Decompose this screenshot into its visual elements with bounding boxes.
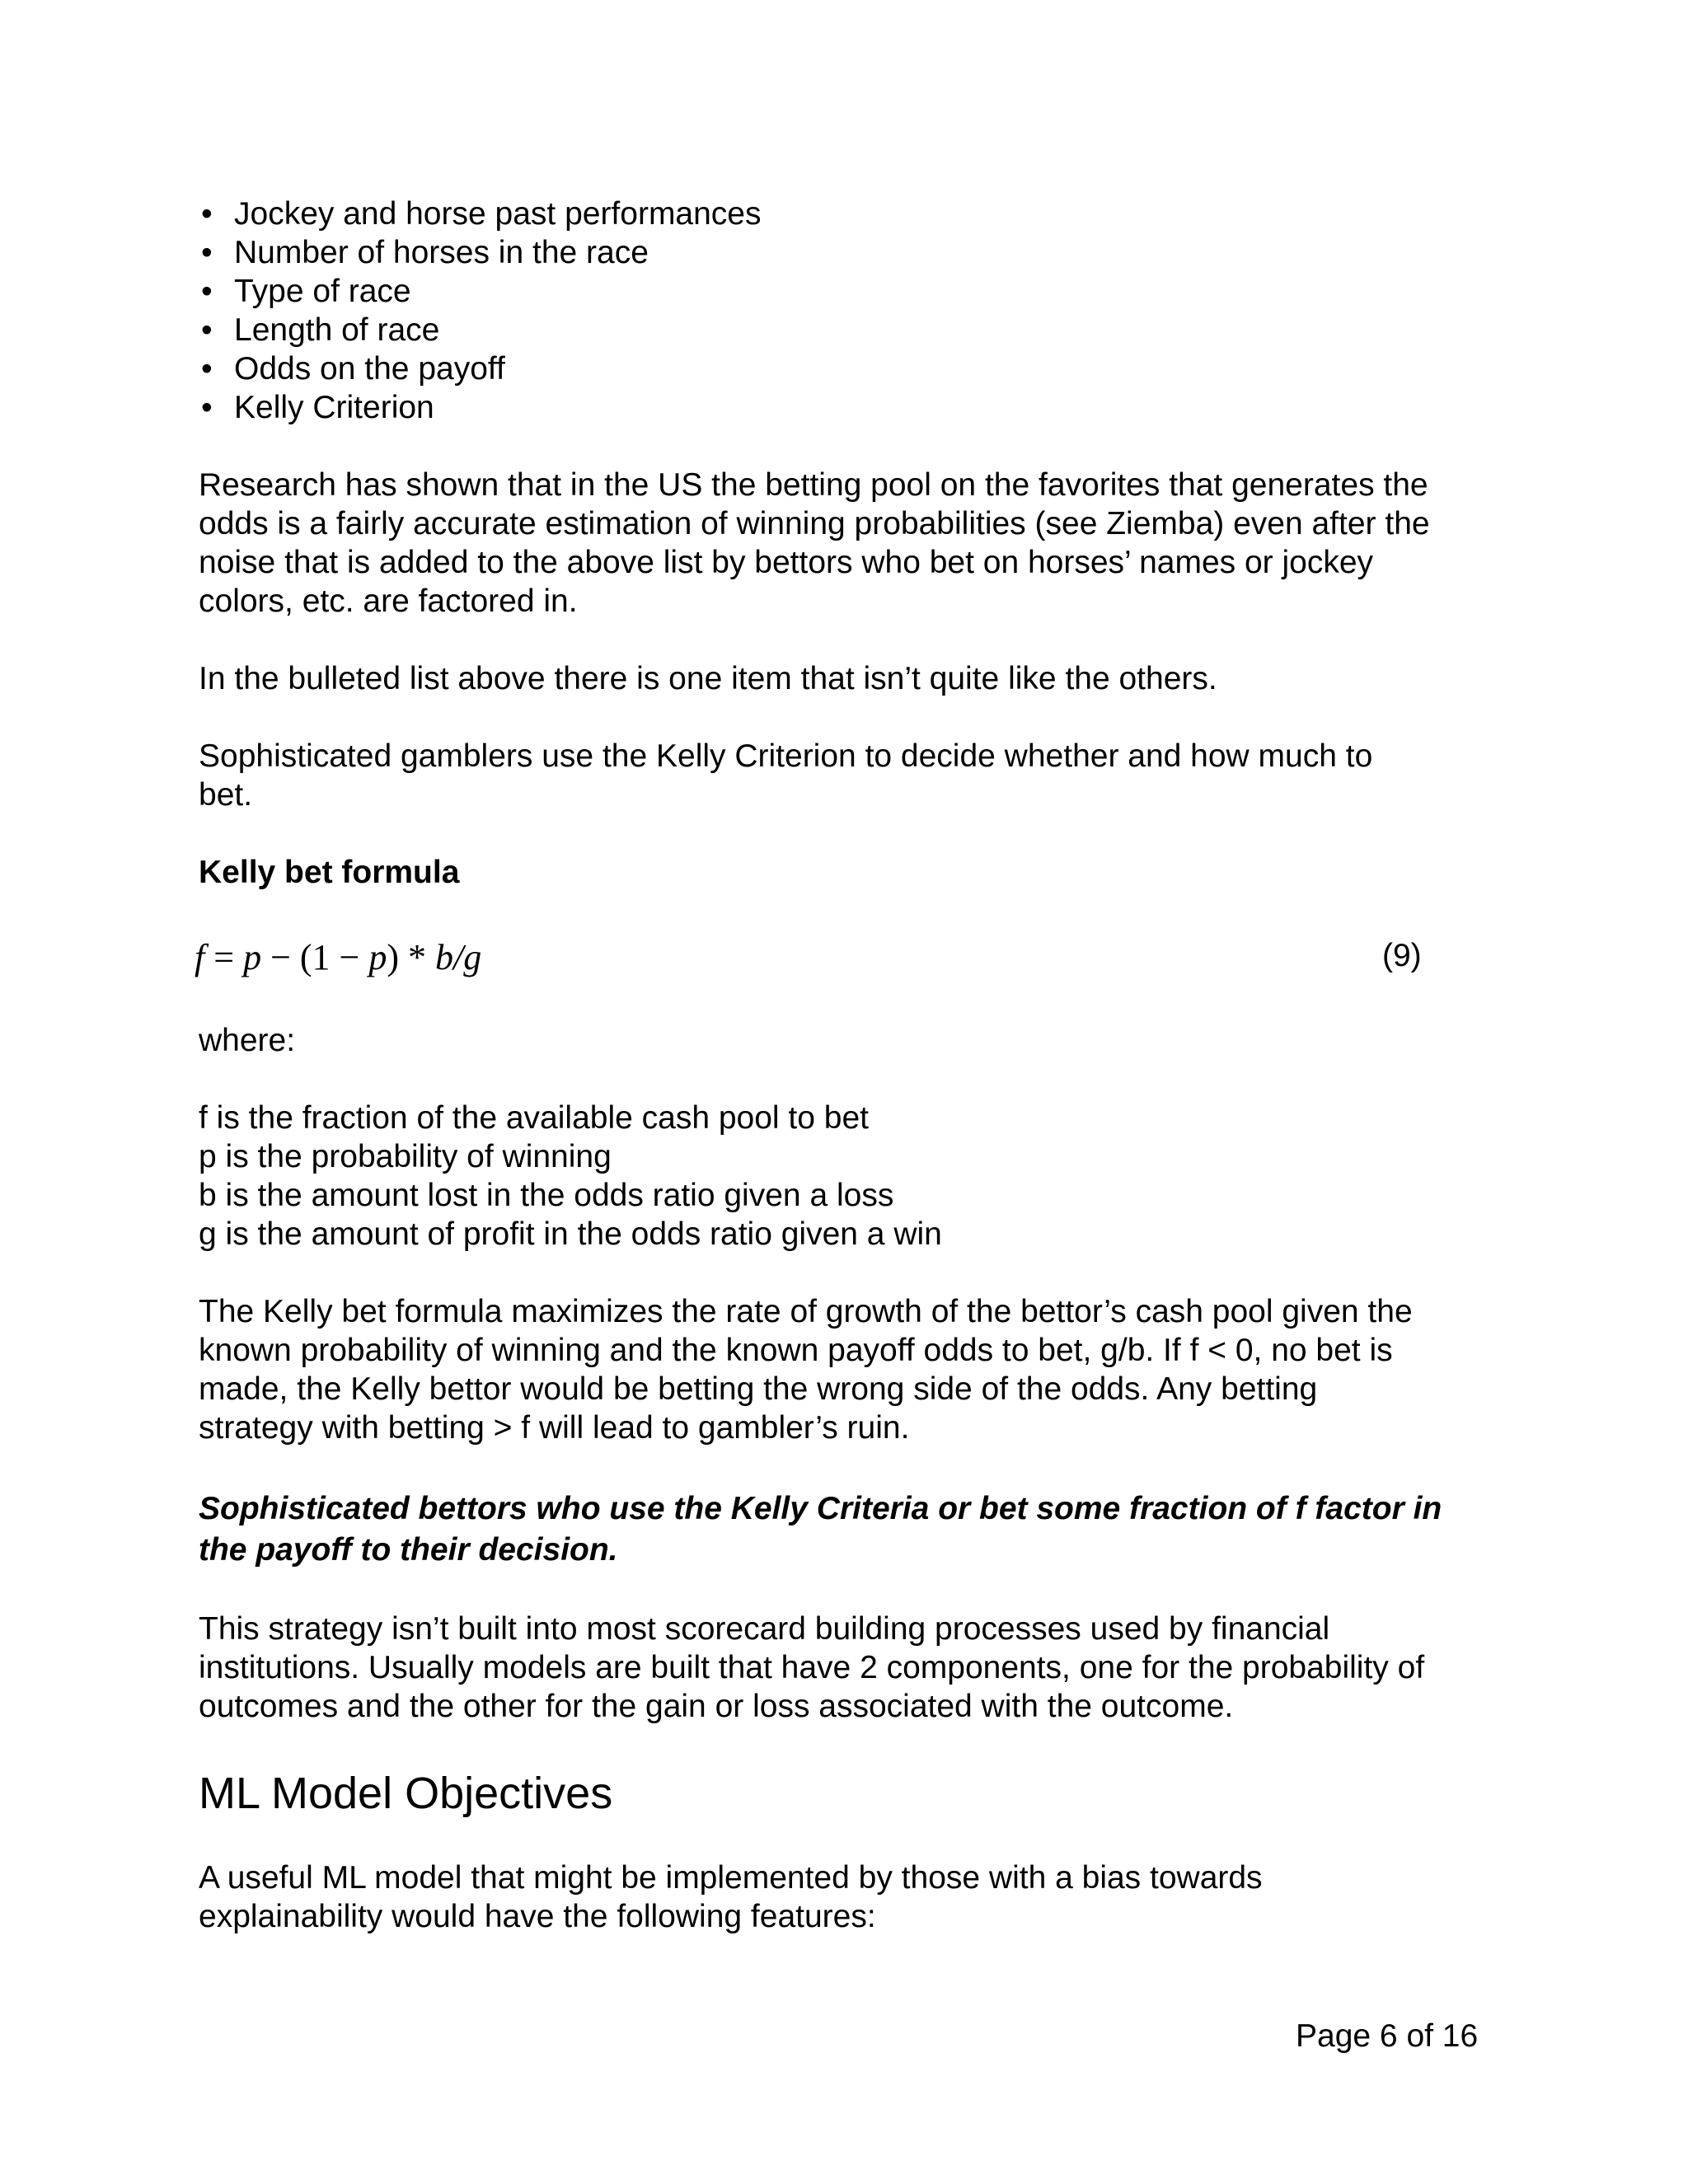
equation-operator: =	[204, 937, 244, 977]
list-item-text: Odds on the payoff	[234, 351, 505, 387]
equation-symbol: g	[463, 937, 482, 977]
list-item	[199, 272, 1501, 311]
bullet-icon: •	[201, 235, 213, 270]
equation-symbol: f	[195, 937, 205, 977]
text-line: institutions. Usually models are built that have 2 components, one for the probability of	[199, 1650, 1425, 1685]
useful-model-paragraph	[199, 1858, 1501, 1936]
section-heading: ML Model Objectives	[199, 1769, 613, 1818]
text-line: noise that is added to the above list by bettors who bet on horses’ names or jockey	[199, 545, 1374, 580]
text-line: A useful ML model that might be implemented by those with a bias towards	[199, 1860, 1263, 1896]
bullet-icon: •	[201, 312, 213, 348]
list-item	[199, 388, 1501, 427]
equation-operator: /	[453, 937, 464, 977]
text-line: colors, etc. are factored in.	[199, 583, 578, 619]
equation-formula	[195, 933, 481, 982]
where-label: where:	[199, 1023, 296, 1058]
kelly-formula-heading: Kelly bet formula	[199, 855, 460, 890]
text-line: Sophisticated bettors who use the Kelly Criteria or bet some fraction of f factor in	[199, 1491, 1442, 1526]
text-line: This strategy isn’t built into most scorecard building processes used by financial	[199, 1611, 1330, 1647]
list-item-text: Jockey and horse past performances	[234, 196, 762, 232]
text-line: Sophisticated gamblers use the Kelly Criterion to decide whether and how much to	[199, 738, 1373, 774]
text-line: outcomes and the other for the gain or loss associated with the outcome.	[199, 1689, 1234, 1724]
list-item-text: Kelly Criterion	[234, 390, 434, 425]
bullet-icon: •	[201, 274, 213, 309]
research-paragraph	[199, 466, 1501, 621]
text-line: explainability would have the following features:	[199, 1899, 876, 1934]
equation-symbol: p	[368, 937, 387, 977]
bulleted-list-note: In the bulleted list above there is one item that isn’t quite like the others.	[199, 661, 1217, 696]
definition-line: g is the amount of profit in the odds ratio given a win	[199, 1216, 942, 1252]
bullet-icon: •	[201, 196, 213, 232]
list-item-text: Number of horses in the race	[234, 235, 649, 270]
emphasis-statement	[199, 1488, 1501, 1571]
definition-line: b is the amount lost in the odds ratio given a loss	[199, 1178, 894, 1213]
list-item	[199, 311, 1501, 349]
definition-line: p is the probability of winning	[199, 1139, 612, 1174]
text-line: strategy with betting > f will lead to gambler’s ruin.	[199, 1410, 910, 1446]
list-item-text: Type of race	[234, 274, 411, 309]
equation-operator: − (1 −	[261, 937, 369, 977]
text-line: the payoff to their decision.	[199, 1532, 618, 1568]
bullet-icon: •	[201, 351, 213, 387]
definition-line: f is the fraction of the available cash pool to bet	[199, 1100, 870, 1136]
variable-definitions	[199, 1099, 1501, 1254]
text-line: made, the Kelly bettor would be betting the wrong side of the odds. Any betting	[199, 1371, 1318, 1407]
equation-symbol: p	[243, 937, 262, 977]
list-item	[199, 233, 1501, 272]
strategy-paragraph	[199, 1610, 1501, 1726]
sophisticated-gamblers-paragraph	[199, 737, 1501, 814]
list-item-text: Length of race	[234, 312, 440, 348]
page-number-footer: Page 6 of 16	[1296, 2018, 1479, 2054]
list-item	[199, 349, 1501, 388]
document-page	[195, 194, 1501, 1936]
equation-number: (9)	[1382, 938, 1422, 973]
kelly-equation	[195, 933, 1501, 982]
text-line: The Kelly bet formula maximizes the rate of growth of the bettor’s cash pool given the	[199, 1294, 1413, 1329]
list-item	[199, 194, 1501, 233]
kelly-maximizes-paragraph	[199, 1292, 1501, 1447]
text-line: bet.	[199, 777, 253, 813]
text-line: Research has shown that in the US the betting pool on the favorites that generates the	[199, 467, 1428, 503]
text-line: odds is a fairly accurate estimation of winning probabilities (see Ziemba) even after the	[199, 506, 1430, 541]
equation-symbol: b	[435, 937, 453, 977]
bullet-icon: •	[201, 390, 213, 425]
factors-bullet-list	[199, 194, 1501, 427]
equation-operator: ) *	[387, 937, 435, 977]
text-line: known probability of winning and the known payoff odds to bet, g/b. If f < 0, no bet is	[199, 1333, 1393, 1368]
